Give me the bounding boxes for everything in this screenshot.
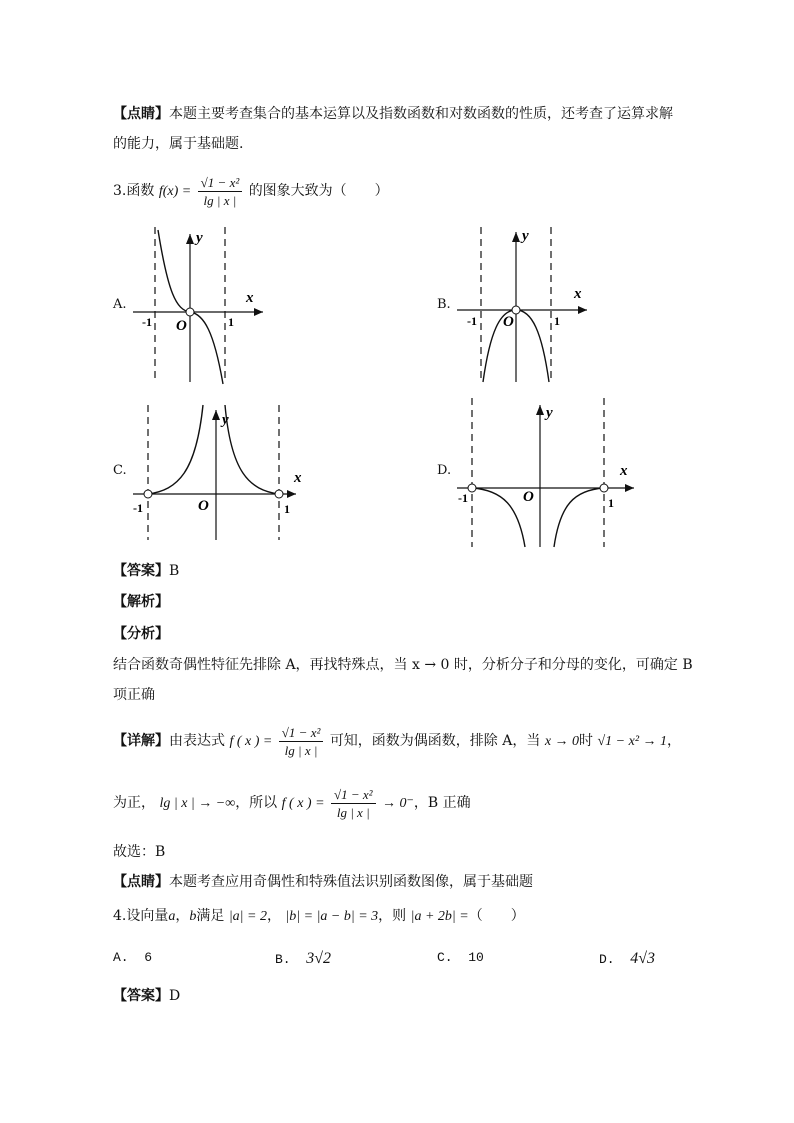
choice-3: 故选：B [113,844,166,860]
y-label: y [546,405,553,421]
q4-option-a: A. 6 [113,950,153,965]
q4-option-b: B. 3√2 [275,950,331,967]
q4-sep-2: ， [266,908,281,924]
y-label: y [196,230,203,246]
detail-tag: 【详解】 [113,733,169,749]
answer-3 [113,561,179,581]
graph-c [128,400,303,545]
detail-text-2: 可知，函数为偶函数，排除 A，当 [329,733,541,749]
q4-expr: |a + 2b| = [410,909,469,924]
detail-fraction [279,724,324,759]
dianjing-3 [113,872,533,892]
q3-fraction [198,174,243,209]
tick-minus-one: -1 [133,501,143,515]
q4-vector-b: b [189,909,197,924]
hole-origin [186,308,194,316]
y-label: y [222,412,229,428]
curve-d-left [472,488,525,547]
detail-line1 [113,720,681,762]
fenxi-line1: 结合函数奇偶性特征先排除 A，再找特殊点，当 x → 0 时，分析分子和分母的变化，可确定 B [113,657,693,673]
x-label: x [246,290,254,306]
option-a-label: A. [113,297,127,312]
answer-4 [113,986,180,1006]
detail-denominator: lg | x | [284,742,318,758]
graph-b [452,222,597,387]
detail-limit-1: x → 0 [544,734,580,749]
detail-limit-2: √1 − x² → 1 [597,734,668,749]
dianjing-line2: 的能力，属于基础题. [113,136,244,152]
x-label: x [574,286,582,302]
detail-denominator-2: lg | x | [336,804,370,820]
detail-2d: f ( x ) = [281,796,325,811]
detail-2c: ，所以 [235,795,278,811]
detail-numerator-2: √1 − x² [331,786,376,804]
detail-line2 [113,782,471,824]
graph-a [128,222,273,387]
option-b-label: B. [437,297,451,312]
dianjing-3-text: 本题考查应用奇偶性和特殊值法识别函数图像，属于基础题 [169,874,533,890]
dianjing-tag: 【点睛】 [113,106,169,122]
hole-left [144,490,152,498]
analysis-3-tag: 【解析】 [113,594,169,610]
q4-text-4: （ ） [468,908,525,924]
graph-d [452,395,642,550]
q4-vector-a: a [168,909,176,924]
detail-text-3: 时 [579,733,594,749]
dianjing-paragraph [113,104,673,124]
tick-one: 1 [284,502,290,516]
detail-2a: 为正， [113,795,155,811]
curve-c-left [148,405,203,494]
q4-option-d: D. 4√3 [599,950,655,967]
tick-one: 1 [608,496,614,510]
dianjing-text: 本题主要考查集合的基本运算以及指数函数和对数函数的性质，还考查了运算求解 [169,106,673,122]
q3-denominator: lg | x | [203,192,237,208]
hole-origin [512,306,520,314]
q4-cond-2: |b| = |a − b| = 3 [285,909,379,924]
q4-sep: ， [175,908,190,924]
question-3 [113,170,389,212]
q4-text-3: ，则 [378,908,407,924]
tick-minus-one: -1 [142,315,152,329]
q4-option-c: C. 10 [437,950,484,965]
answer-3-value: B [169,563,180,579]
fenxi-tag: 【分析】 [113,626,169,642]
origin-label: O [523,489,534,505]
origin-label: O [176,318,187,334]
answer-4-value: D [169,988,181,1004]
hole-right [275,490,283,498]
hole-right [600,484,608,492]
tick-one: 1 [228,315,234,329]
q3-numerator: √1 − x² [198,174,243,192]
option-d-label: D. [437,463,452,478]
q4-cond-1: |a| = 2 [228,909,267,924]
question-4 [113,906,525,927]
origin-label: O [503,314,514,330]
detail-text-4: ， [667,733,682,749]
tick-one: 1 [554,314,560,328]
detail-2b: lg | x | → −∞ [159,796,236,811]
curve-d-right [554,488,604,547]
detail-func: f ( x ) = [229,734,273,749]
q4-text-2: 满足 [196,908,225,924]
fenxi-line2: 项正确 [113,687,155,703]
dianjing-3-tag: 【点睛】 [113,874,169,890]
q3-number: 3.函数 [113,183,155,199]
detail-2e: → 0⁻ [382,796,414,811]
origin-label: O [198,498,209,514]
y-label: y [522,228,529,244]
tick-minus-one: -1 [467,314,477,328]
x-label: x [294,470,302,486]
answer-3-tag: 【答案】 [113,563,169,579]
option-c-label: C. [113,463,127,478]
hole-left [468,484,476,492]
detail-text-1: 由表达式 [169,733,225,749]
q4-text-1: 4.设向量 [113,908,169,924]
x-label: x [620,463,628,479]
detail-fraction-2 [331,786,376,821]
q3-func: f(x) = [158,184,192,199]
curve-c-right [225,405,279,494]
tick-minus-one: -1 [458,491,468,505]
q3-suffix: 的图象大致为（ ） [248,183,389,199]
detail-numerator: √1 − x² [279,724,324,742]
detail-2f: ，B 正确 [413,795,471,811]
answer-4-tag: 【答案】 [113,988,169,1004]
